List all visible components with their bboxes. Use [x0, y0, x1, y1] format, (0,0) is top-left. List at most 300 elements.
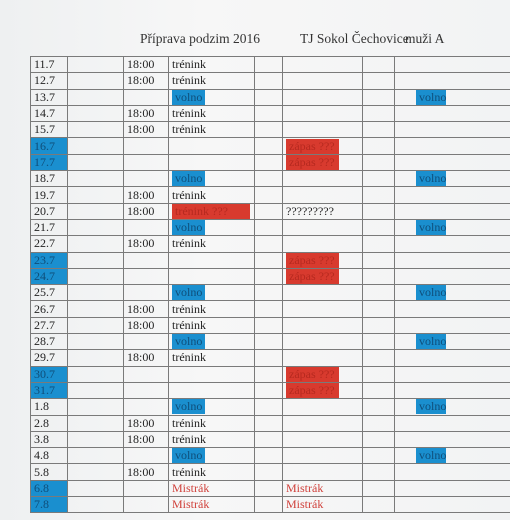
date-value: 30.7 — [34, 366, 55, 381]
right-cell — [395, 57, 510, 73]
time-cell — [124, 171, 169, 187]
activity-value: trénink ??? — [172, 204, 250, 219]
match-cell — [283, 480, 363, 496]
date-value: 16.7 — [34, 138, 55, 153]
date-cell — [31, 448, 68, 464]
date-cell — [31, 334, 68, 350]
table-row — [31, 122, 510, 138]
empty-cell — [363, 57, 395, 73]
table-row — [31, 431, 510, 447]
date-cell — [31, 73, 68, 89]
date-cell — [31, 285, 68, 301]
empty-cell — [255, 415, 283, 431]
activity-cell — [169, 268, 255, 284]
empty-cell — [363, 317, 395, 333]
time-cell — [124, 154, 169, 170]
activity-value: trénink — [172, 57, 206, 72]
empty-cell — [363, 464, 395, 480]
empty-cell — [68, 317, 124, 333]
match-value: zápas ??? — [286, 269, 339, 284]
empty-cell — [255, 285, 283, 301]
empty-cell — [68, 203, 124, 219]
empty-cell — [68, 301, 124, 317]
activity-cell — [169, 366, 255, 382]
empty-cell — [68, 334, 124, 350]
right-cell — [395, 399, 510, 415]
activity-cell — [169, 415, 255, 431]
empty-cell — [363, 203, 395, 219]
right-cell — [395, 171, 510, 187]
empty-cell — [363, 122, 395, 138]
empty-cell — [363, 350, 395, 366]
date-value: 6.8 — [34, 480, 49, 495]
activity-value: volno — [172, 171, 205, 186]
date-value: 7.8 — [34, 497, 49, 512]
match-cell — [283, 252, 363, 268]
right-cell — [395, 431, 510, 447]
empty-cell — [255, 464, 283, 480]
time-cell — [124, 122, 169, 138]
activity-value: volno — [172, 448, 205, 463]
empty-cell — [255, 480, 283, 496]
schedule-body — [31, 57, 510, 513]
table-row — [31, 350, 510, 366]
table-row — [31, 252, 510, 268]
activity-cell — [169, 497, 255, 513]
date-cell — [31, 105, 68, 121]
table-row — [31, 285, 510, 301]
match-cell — [283, 415, 363, 431]
empty-cell — [255, 431, 283, 447]
match-cell — [283, 122, 363, 138]
activity-value: trénink — [172, 236, 206, 251]
match-value: Mistrák — [286, 497, 324, 512]
empty-cell — [68, 252, 124, 268]
match-value: zápas ??? — [286, 367, 339, 382]
time-cell — [124, 236, 169, 252]
empty-cell — [255, 399, 283, 415]
empty-cell — [68, 268, 124, 284]
time-cell — [124, 89, 169, 105]
activity-value: trénink — [172, 350, 206, 365]
activity-value: volno — [172, 334, 205, 349]
empty-cell — [363, 415, 395, 431]
time-cell — [124, 105, 169, 121]
empty-cell — [68, 89, 124, 105]
match-cell — [283, 171, 363, 187]
time-value: 18:00 — [127, 106, 155, 121]
table-row — [31, 448, 510, 464]
time-cell — [124, 497, 169, 513]
match-cell — [283, 89, 363, 105]
date-value: 22.7 — [34, 236, 55, 251]
activity-cell — [169, 187, 255, 203]
right-cell — [395, 138, 510, 154]
table-row — [31, 497, 510, 513]
time-value: 18:00 — [127, 415, 155, 430]
date-cell — [31, 301, 68, 317]
empty-cell — [255, 187, 283, 203]
time-cell — [124, 317, 169, 333]
activity-cell — [169, 399, 255, 415]
activity-cell — [169, 122, 255, 138]
time-cell — [124, 399, 169, 415]
match-cell — [283, 350, 363, 366]
empty-cell — [255, 301, 283, 317]
activity-cell — [169, 57, 255, 73]
activity-cell — [169, 448, 255, 464]
table-row — [31, 382, 510, 398]
empty-cell — [68, 73, 124, 89]
date-cell — [31, 431, 68, 447]
activity-value: trénink — [172, 301, 206, 316]
match-value: ????????? — [286, 203, 334, 218]
page-header — [0, 31, 510, 51]
empty-cell — [363, 431, 395, 447]
right-cell — [395, 317, 510, 333]
empty-cell — [255, 154, 283, 170]
match-cell — [283, 138, 363, 154]
match-value: zápas ??? — [286, 253, 339, 268]
activity-cell — [169, 236, 255, 252]
date-cell — [31, 415, 68, 431]
date-cell — [31, 89, 68, 105]
empty-cell — [68, 187, 124, 203]
date-value: 20.7 — [34, 203, 55, 218]
activity-cell — [169, 203, 255, 219]
time-value: 18:00 — [127, 464, 155, 479]
date-value: 23.7 — [34, 252, 55, 267]
right-value: volno — [416, 220, 446, 235]
time-cell — [124, 431, 169, 447]
date-value: 3.8 — [34, 431, 49, 446]
empty-cell — [68, 415, 124, 431]
time-cell — [124, 187, 169, 203]
match-cell — [283, 334, 363, 350]
time-cell — [124, 464, 169, 480]
date-value: 25.7 — [34, 285, 55, 300]
table-row — [31, 138, 510, 154]
empty-cell — [255, 268, 283, 284]
empty-cell — [68, 366, 124, 382]
empty-cell — [363, 334, 395, 350]
table-row — [31, 415, 510, 431]
time-value: 18:00 — [127, 350, 155, 365]
empty-cell — [68, 154, 124, 170]
date-cell — [31, 57, 68, 73]
table-row — [31, 57, 510, 73]
date-value: 27.7 — [34, 317, 55, 332]
time-value: 18:00 — [127, 57, 155, 72]
match-cell — [283, 187, 363, 203]
date-cell — [31, 382, 68, 398]
date-value: 28.7 — [34, 334, 55, 349]
match-value: zápas ??? — [286, 139, 339, 154]
date-cell — [31, 203, 68, 219]
time-cell — [124, 138, 169, 154]
empty-cell — [363, 301, 395, 317]
time-cell — [124, 268, 169, 284]
right-cell — [395, 219, 510, 235]
date-cell — [31, 171, 68, 187]
table-row — [31, 334, 510, 350]
activity-value: volno — [172, 220, 205, 235]
date-cell — [31, 252, 68, 268]
table-row — [31, 464, 510, 480]
date-value: 11.7 — [34, 57, 55, 72]
right-cell — [395, 448, 510, 464]
activity-cell — [169, 480, 255, 496]
match-cell — [283, 366, 363, 382]
empty-cell — [68, 464, 124, 480]
date-value: 19.7 — [34, 187, 55, 202]
table-row — [31, 236, 510, 252]
activity-cell — [169, 73, 255, 89]
activity-cell — [169, 89, 255, 105]
time-value: 18:00 — [127, 431, 155, 446]
right-cell — [395, 497, 510, 513]
table-row — [31, 399, 510, 415]
date-cell — [31, 138, 68, 154]
header-title: Příprava podzim 2016 — [140, 31, 260, 46]
match-cell — [283, 236, 363, 252]
header-team: muži A — [405, 31, 445, 46]
activity-value: volno — [172, 285, 205, 300]
activity-cell — [169, 285, 255, 301]
date-cell — [31, 236, 68, 252]
time-cell — [124, 285, 169, 301]
empty-cell — [363, 497, 395, 513]
right-cell — [395, 105, 510, 121]
date-cell — [31, 268, 68, 284]
activity-cell — [169, 219, 255, 235]
time-value: 18:00 — [127, 203, 155, 218]
match-cell — [283, 497, 363, 513]
right-cell — [395, 366, 510, 382]
table-row — [31, 480, 510, 496]
match-cell — [283, 301, 363, 317]
date-value: 18.7 — [34, 171, 55, 186]
date-value: 21.7 — [34, 220, 55, 235]
right-value: volno — [416, 285, 446, 300]
date-value: 12.7 — [34, 73, 55, 88]
match-cell — [283, 448, 363, 464]
empty-cell — [255, 252, 283, 268]
date-value: 24.7 — [34, 269, 55, 283]
match-cell — [283, 105, 363, 121]
header-club: TJ Sokol Čechovice — [300, 31, 409, 46]
time-cell — [124, 203, 169, 219]
empty-cell — [255, 236, 283, 252]
time-value: 18:00 — [127, 301, 155, 316]
empty-cell — [68, 350, 124, 366]
empty-cell — [363, 480, 395, 496]
empty-cell — [68, 105, 124, 121]
activity-value: volno — [172, 399, 205, 414]
date-value: 13.7 — [34, 89, 55, 104]
empty-cell — [68, 236, 124, 252]
right-value: volno — [416, 448, 446, 463]
activity-value: trénink — [172, 106, 206, 121]
empty-cell — [255, 334, 283, 350]
activity-cell — [169, 350, 255, 366]
empty-cell — [363, 219, 395, 235]
time-value: 18:00 — [127, 122, 155, 137]
empty-cell — [68, 399, 124, 415]
table-row — [31, 301, 510, 317]
activity-cell — [169, 138, 255, 154]
empty-cell — [255, 203, 283, 219]
match-cell — [283, 219, 363, 235]
date-cell — [31, 317, 68, 333]
match-value: Mistrák — [286, 480, 324, 495]
time-cell — [124, 366, 169, 382]
match-cell — [283, 73, 363, 89]
empty-cell — [255, 350, 283, 366]
date-cell — [31, 350, 68, 366]
empty-cell — [255, 138, 283, 154]
table-row — [31, 203, 510, 219]
time-cell — [124, 448, 169, 464]
empty-cell — [363, 171, 395, 187]
right-cell — [395, 122, 510, 138]
empty-cell — [68, 480, 124, 496]
date-value: 14.7 — [34, 106, 55, 121]
activity-value: Mistrák — [172, 497, 210, 512]
empty-cell — [68, 285, 124, 301]
empty-cell — [255, 382, 283, 398]
table-row — [31, 105, 510, 121]
empty-cell — [363, 268, 395, 284]
time-cell — [124, 73, 169, 89]
right-cell — [395, 301, 510, 317]
activity-cell — [169, 431, 255, 447]
empty-cell — [363, 366, 395, 382]
activity-value: trénink — [172, 187, 206, 202]
date-value: 17.7 — [34, 154, 55, 169]
empty-cell — [255, 73, 283, 89]
date-cell — [31, 399, 68, 415]
match-value: zápas ??? — [286, 383, 339, 398]
activity-cell — [169, 171, 255, 187]
right-cell — [395, 415, 510, 431]
empty-cell — [363, 89, 395, 105]
empty-cell — [363, 105, 395, 121]
activity-cell — [169, 334, 255, 350]
time-value: 18:00 — [127, 187, 155, 202]
right-cell — [395, 89, 510, 105]
date-value: 4.8 — [34, 448, 49, 463]
empty-cell — [255, 89, 283, 105]
right-value: volno — [416, 399, 446, 414]
empty-cell — [68, 171, 124, 187]
empty-cell — [363, 399, 395, 415]
empty-cell — [363, 285, 395, 301]
right-value: volno — [416, 90, 446, 105]
schedule-table — [30, 56, 510, 513]
right-value: volno — [416, 171, 446, 186]
activity-value: trénink — [172, 317, 206, 332]
time-cell — [124, 252, 169, 268]
empty-cell — [68, 382, 124, 398]
empty-cell — [255, 219, 283, 235]
activity-value: trénink — [172, 73, 206, 88]
table-row — [31, 89, 510, 105]
right-cell — [395, 268, 510, 284]
date-cell — [31, 219, 68, 235]
right-value: volno — [416, 334, 446, 349]
right-cell — [395, 285, 510, 301]
table-row — [31, 317, 510, 333]
date-value: 1.8 — [34, 399, 49, 414]
time-cell — [124, 382, 169, 398]
right-cell — [395, 73, 510, 89]
empty-cell — [363, 154, 395, 170]
empty-cell — [255, 317, 283, 333]
activity-cell — [169, 154, 255, 170]
right-cell — [395, 154, 510, 170]
time-value: 18:00 — [127, 236, 155, 251]
date-value: 29.7 — [34, 350, 55, 365]
date-value: 31.7 — [34, 383, 55, 398]
empty-cell — [363, 187, 395, 203]
match-cell — [283, 285, 363, 301]
right-cell — [395, 480, 510, 496]
activity-cell — [169, 301, 255, 317]
empty-cell — [363, 236, 395, 252]
table-row — [31, 366, 510, 382]
empty-cell — [363, 73, 395, 89]
date-cell — [31, 497, 68, 513]
table-row — [31, 268, 510, 284]
empty-cell — [255, 171, 283, 187]
right-cell — [395, 203, 510, 219]
right-cell — [395, 334, 510, 350]
empty-cell — [363, 382, 395, 398]
match-cell — [283, 57, 363, 73]
activity-cell — [169, 382, 255, 398]
match-cell — [283, 382, 363, 398]
table-row — [31, 219, 510, 235]
right-cell — [395, 252, 510, 268]
empty-cell — [68, 57, 124, 73]
activity-value: Mistrák — [172, 480, 210, 495]
match-cell — [283, 431, 363, 447]
time-cell — [124, 334, 169, 350]
match-cell — [283, 268, 363, 284]
match-cell — [283, 203, 363, 219]
date-value: 5.8 — [34, 464, 49, 479]
activity-cell — [169, 252, 255, 268]
empty-cell — [255, 122, 283, 138]
empty-cell — [68, 138, 124, 154]
empty-cell — [255, 366, 283, 382]
empty-cell — [68, 122, 124, 138]
time-cell — [124, 57, 169, 73]
activity-value: trénink — [172, 415, 206, 430]
activity-value: trénink — [172, 431, 206, 446]
activity-value: trénink — [172, 464, 206, 479]
right-cell — [395, 236, 510, 252]
match-cell — [283, 154, 363, 170]
date-cell — [31, 480, 68, 496]
empty-cell — [68, 497, 124, 513]
date-cell — [31, 464, 68, 480]
match-cell — [283, 317, 363, 333]
time-cell — [124, 415, 169, 431]
right-cell — [395, 382, 510, 398]
date-value: 26.7 — [34, 301, 55, 316]
